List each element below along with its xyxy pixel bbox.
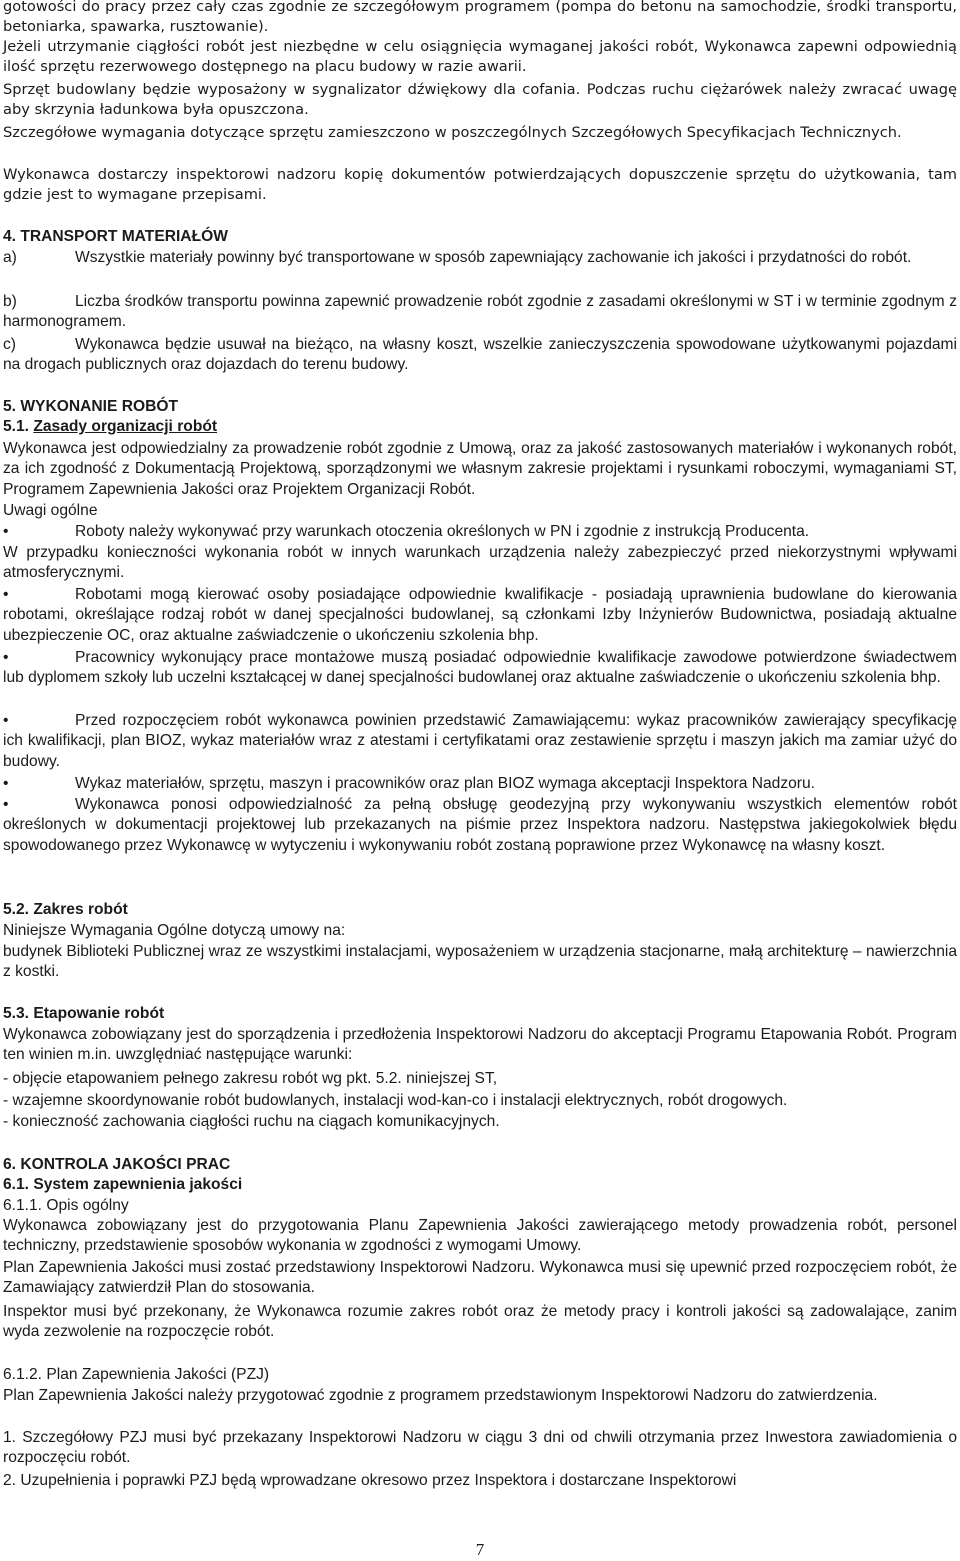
bullet-text: Roboty należy wykonywać przy warunkach otoczenia określonych w PN i zgodnie z instrukcją Producenta. (75, 523, 810, 540)
list-marker: c) (3, 336, 16, 353)
paragraph: budynek Biblioteki Publicznej wraz ze wszystkimi instalacjami, wyposażeniem w urządzenia stacjonarne, małą architekturę – nawierzchnia z kostki. (3, 943, 957, 981)
paragraph: Inspektor musi być przekonany, że Wykonawca rozumie zakres robót oraz że metody pracy i kontroli jakości są zadowalające, zanim wyda zezwolenie na rozpoczęcie robót. (3, 1303, 957, 1341)
list-marker: a) (3, 249, 17, 266)
subsection-heading: 6.1.2. Plan Zapewnienia Jakości (PZJ) (3, 1366, 270, 1383)
paragraph: Plan Zapewnienia Jakości musi zostać przedstawiony Inspektorowi Nadzoru. Wykonawca musi się upewnić przed rozpoczęciem robót, że Zamawiający zatwierdził Plan do stosowania. (3, 1259, 957, 1297)
subsection-number: 5.1. (3, 418, 30, 435)
bullet-item (3, 522, 957, 542)
bullet-icon: • (3, 712, 9, 729)
paragraph: Szczegółowe wymagania dotyczące sprzętu zamieszczono w poszczególnych Szczegółowych Specyfikacjach Technicznych. (3, 124, 902, 141)
paragraph: Wykonawca dostarczy inspektorowi nadzoru kopię dokumentów potwierdzających dopuszczenie sprzętu do użytkowania, tam gdzie jest to wymagane przepisami. (3, 166, 957, 204)
list-item: - wzajemne skoordynowanie robót budowlanych, instalacji wod-kan-co i instalacji elektrycznych, robót drogowych. (3, 1092, 788, 1109)
paragraph: Plan Zapewnienia Jakości należy przygotować zgodnie z programem przedstawionym Inspektorowi Nadzoru do zatwierdzenia. (3, 1387, 878, 1404)
bullet-item (3, 795, 957, 856)
list-item (3, 248, 957, 268)
list-text: Wykonawca będzie usuwał na bieżąco, na własny koszt, wszelkie zanieczyszczenia spowodowane użytkowanymi pojazdami na drogach publicznych oraz dojazdach do terenu budowy. (3, 336, 957, 374)
paragraph: Jeżeli utrzymanie ciągłości robót jest niezbędne w celu osiągnięcia wymaganej jakości robót, Wykonawca zapewni odpowiednią ilość sprzętu rezerwowego dostępnego na placu budowy w razie awarii. (3, 38, 957, 76)
bullet-item (3, 585, 957, 646)
bullet-icon: • (3, 523, 9, 540)
list-item: - objęcie etapowaniem pełnego zakresu robót wg pkt. 5.2. niniejszej ST, (3, 1070, 498, 1087)
paragraph: W przypadku konieczności wykonania robót w innych warunkach urządzenia należy zabezpieczyć przed niekorzystnymi wpływami atmosferycznymi. (3, 544, 957, 582)
bullet-text: Przed rozpoczęciem robót wykonawca powinien przedstawić Zamawiającemu: wykaz pracowników zawierający specyfikację ich kwalifikacji, plan BIOZ, wykaz materiałów wraz z atestami i certyfikatami oraz zestawienie sprzętu i maszyn jakich ma zamiar użyć do budowy. (3, 712, 957, 770)
subsection-heading (3, 417, 957, 437)
list-item: - konieczność zachowania ciągłości ruchu na ciągach komunikacyjnych. (3, 1113, 500, 1130)
paragraph: Wykonawca jest odpowiedzialny za prowadzenie robót zgodnie z Umową, oraz za jakość zastosowanych materiałów i wykonanych robót, za ich zgodność z Dokumentacją Projektową, sporządzonymi we własnym zakresie projektami i rysunkami roboczymi, wymaganiami ST, Programem Zapewnienia Jakości oraz Projektem Organizacji Robót. (3, 440, 957, 498)
section-heading: 4. TRANSPORT MATERIAŁÓW (3, 228, 228, 245)
bullet-icon: • (3, 775, 9, 792)
list-text: Liczba środków transportu powinna zapewnić prowadzenie robót zgodnie z zasadami określonymi w ST i w terminie zgodnym z harmonogramem. (3, 293, 957, 331)
bullet-text: Robotami mogą kierować osoby posiadające odpowiednie kwalifikacje - posiadają uprawnienia budowlane do kierowania robotami, określające rodzaj robót w danej specjalności budowlanej, są członkami Izby Inżynierów Budownictwa, posiadają aktualne ubezpieczenie OC, oraz aktualne zaświadczenie o ukończeniu szkolenia bhp. (3, 586, 957, 644)
bullet-item (3, 711, 957, 772)
paragraph: Wykonawca zobowiązany jest do przygotowania Planu Zapewnienia Jakości zawierającego metody prowadzenia robót, personel techniczny, przedstawienie sposobów wykonania w zgodności z wymogami Umowy. (3, 1217, 957, 1255)
section-heading: 6. KONTROLA JAKOŚCI PRAC (3, 1156, 231, 1173)
bullet-icon: • (3, 649, 9, 666)
bullet-text: Wykonawca ponosi odpowiedzialność za pełną obsługę geodezyjną przy wykonywaniu wszystkich elementów robót określonych w dokumentacji projektowej lub przekazanych na piśmie przez Inspektora nadzoru. Następstwa jakiegokolwiek błędu spowodowanego przez Wykonawcę w wytyczeniu i wykonywaniu robót zostaną poprawione przez Wykonawcę na własny koszt. (3, 796, 957, 854)
subsection-heading: 6.1.1. Opis ogólny (3, 1197, 129, 1214)
paragraph: gotowości do pracy przez cały czas zgodnie ze szczegółowym programem (pompa do betonu na samochodzie, środki transportu, betoniarka, spawarka, rusztowanie). (3, 0, 957, 36)
paragraph: Sprzęt budowlany będzie wyposażony w sygnalizator dźwiękowy dla cofania. Podczas ruchu ciężarówek należy zwracać uwagę aby skrzynia ładunkowa była opuszczona. (3, 81, 957, 119)
paragraph: Wykonawca zobowiązany jest do sporządzenia i przedłożenia Inspektorowi Nadzoru do akceptacji Programu Etapowania Robót. Program ten winien m.in. uwzględniać następujące warunki: (3, 1026, 957, 1064)
bullet-icon: • (3, 586, 9, 603)
bullet-text: Pracownicy wykonujący prace montażowe muszą posiadać odpowiednie kwalifikacje zawodowe potwierdzone świadectwem lub dyplomem szkoły lub uczelni kształcącej w danej specjalności budowlanej oraz aktualne zaświadczenie o ukończeniu szkolenia bhp. (3, 649, 957, 687)
list-text: Wszystkie materiały powinny być transportowane w sposób zapewniający zachowanie ich jakości i przydatności do robót. (75, 249, 912, 266)
section-heading: 5. WYKONANIE ROBÓT (3, 398, 179, 415)
list-marker: b) (3, 293, 17, 310)
subsection-heading: 5.3. Etapowanie robót (3, 1005, 165, 1022)
subsection-heading: 5.2. Zakres robót (3, 901, 128, 918)
subsection-title: Zasady organizacji robót (33, 418, 218, 435)
list-item (3, 335, 957, 376)
bullet-item (3, 648, 957, 689)
list-item: 1. Szczegółowy PZJ musi być przekazany Inspektorowi Nadzoru w ciągu 3 dni od chwili otrzymania przez Inwestora zawiadomienia o rozpoczęciu robót. (3, 1429, 957, 1467)
list-item (3, 292, 957, 333)
paragraph: Niniejsze Wymagania Ogólne dotyczą umowy na: (3, 922, 346, 939)
bullet-item (3, 774, 957, 794)
list-item: 2. Uzupełnienia i poprawki PZJ będą wprowadzane okresowo przez Inspektora i dostarczane Inspektorowi (3, 1472, 737, 1489)
bullet-text: Wykaz materiałów, sprzętu, maszyn i pracowników oraz plan BIOZ wymaga akceptacji Inspektora Nadzoru. (75, 775, 815, 792)
subsection-heading: 6.1. System zapewnienia jakości (3, 1176, 243, 1193)
bullet-icon: • (3, 796, 9, 813)
page-number: 7 (475, 1540, 485, 1559)
paragraph: Uwagi ogólne (3, 502, 98, 519)
